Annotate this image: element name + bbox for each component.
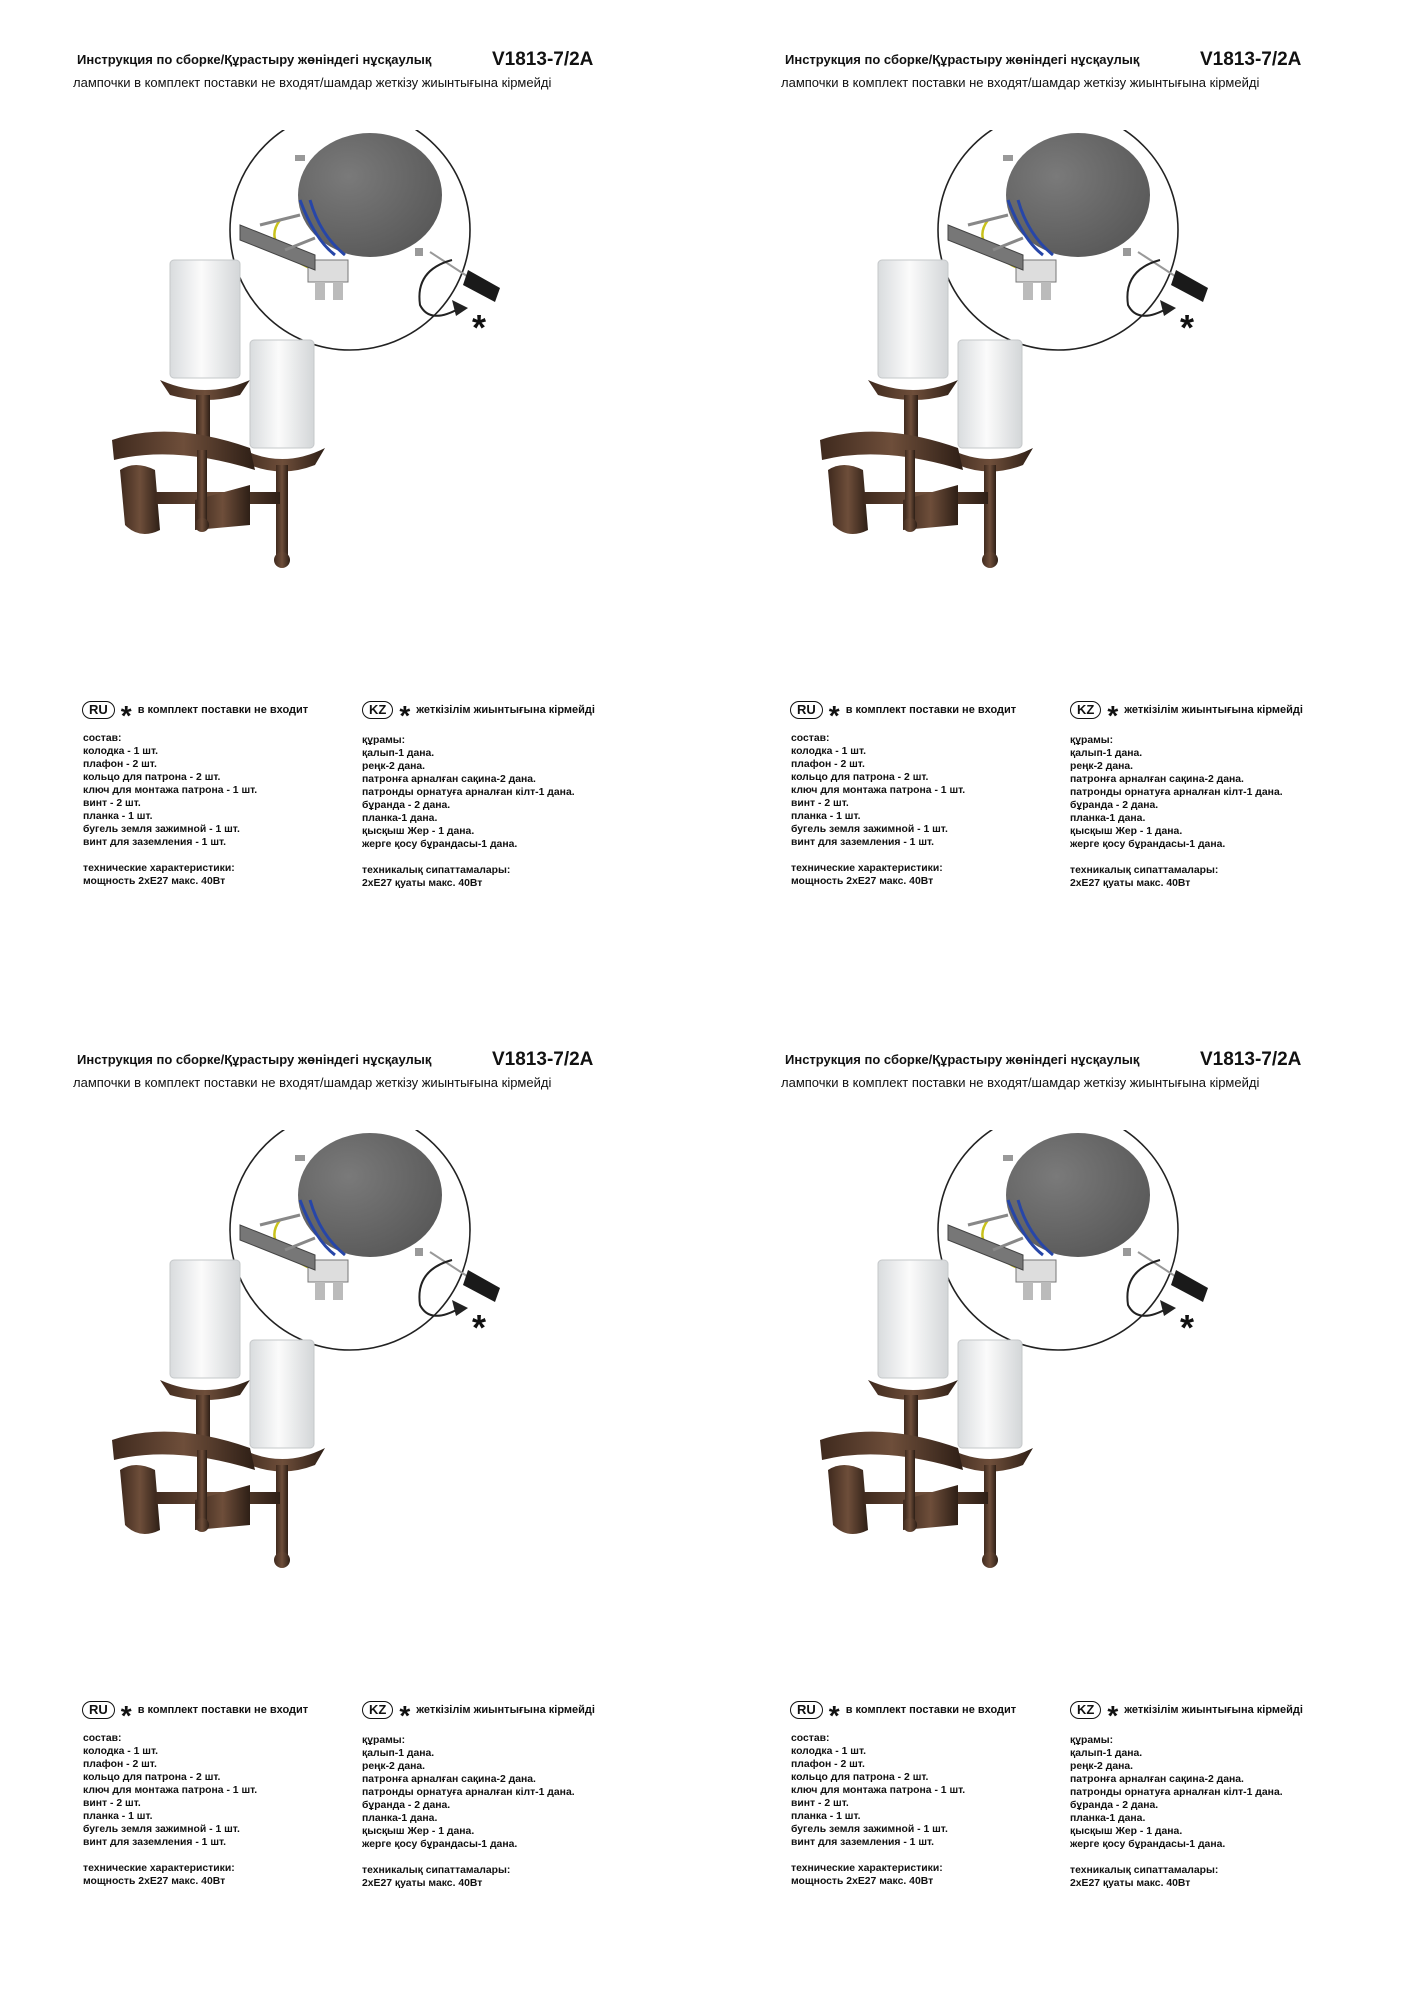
svg-text:*: * [1180, 307, 1195, 348]
asterisk-icon: * [399, 700, 411, 731]
legend-kz [1070, 700, 1303, 731]
list-item: қалып-1 дана. [362, 748, 435, 759]
kz-contents [362, 1734, 662, 1890]
kz-note: жеткізілім жиынтығына кірмейді [1124, 1704, 1303, 1716]
legend-ru [790, 700, 1017, 731]
svg-text:*: * [472, 307, 487, 348]
page-subtitle: лампочки в комплект поставки не входят/шамдар жеткізу жиынтығына кірмейді [781, 1075, 1260, 1090]
list-item: плафон - 2 шт. [791, 1759, 865, 1770]
list-item: патронға арналған сақина-2 дана. [1070, 774, 1244, 785]
list-item: винт для заземления - 1 шт. [791, 1837, 935, 1848]
instruction-card [0, 0, 707, 1000]
ru-badge: RU [790, 701, 823, 719]
model-number: V1813-7/2A [492, 1049, 594, 1070]
list-item: планка - 1 шт. [791, 811, 861, 822]
list-item: реңк-2 дана. [362, 761, 426, 772]
list-item: планка-1 дана. [1070, 1813, 1146, 1824]
ru-badge: RU [82, 1701, 115, 1719]
sconce-illustration [808, 1130, 1368, 1590]
list-item: винт для заземления - 1 шт. [791, 837, 935, 848]
list-item: ключ для монтажа патрона - 1 шт. [791, 785, 966, 796]
legend-ru [82, 700, 309, 731]
ru-tech-value: мощность 2хЕ27 макс. 40Вт [83, 1876, 226, 1887]
ru-contents [791, 1732, 1061, 1888]
list-item: колодка - 1 шт. [791, 1746, 867, 1757]
ru-note: в комплект поставки не входит [845, 1704, 1017, 1716]
list-item: планка-1 дана. [1070, 813, 1146, 824]
list-item: жерге қосу бұрандасы-1 дана. [1070, 839, 1226, 850]
model-number: V1813-7/2A [1200, 49, 1302, 70]
ru-contents [791, 732, 1061, 888]
list-item: плафон - 2 шт. [791, 759, 865, 770]
list-item: жерге қосу бұрандасы-1 дана. [362, 1839, 518, 1850]
list-item: бугель земля зажимной - 1 шт. [83, 824, 240, 835]
kz-tech-value: 2хЕ27 қуаты макс. 40Вт [362, 1878, 483, 1889]
page-subtitle: лампочки в комплект поставки не входят/шамдар жеткізу жиынтығына кірмейді [73, 75, 552, 90]
instruction-card [708, 0, 1415, 1000]
page-title: Инструкция по сборке/Құрастыру жөніндегі нұсқаулық [785, 52, 1140, 67]
list-item: ключ для монтажа патрона - 1 шт. [83, 785, 258, 796]
kz-note: жеткізілім жиынтығына кірмейді [1124, 704, 1303, 716]
list-item: патронды орнатуға арналған кілт-1 дана. [1070, 787, 1283, 798]
list-item: винт - 2 шт. [791, 798, 849, 809]
kz-heading: құрамы: [362, 735, 406, 746]
list-item: планка-1 дана. [362, 1813, 438, 1824]
list-item: жерге қосу бұрандасы-1 дана. [362, 839, 518, 850]
list-item: қалып-1 дана. [1070, 748, 1143, 759]
asterisk-icon: * [828, 1700, 840, 1731]
page-title: Инструкция по сборке/Құрастыру жөніндегі нұсқаулық [77, 1052, 432, 1067]
svg-text:*: * [1180, 1307, 1195, 1348]
ru-contents [83, 732, 353, 888]
kz-contents [362, 734, 662, 890]
ru-heading: состав: [791, 733, 830, 744]
list-item: плафон - 2 шт. [83, 1759, 157, 1770]
list-item: кольцо для патрона - 2 шт. [791, 1772, 929, 1783]
list-item: бугель земля зажимной - 1 шт. [83, 1824, 240, 1835]
ru-note: в комплект поставки не входит [137, 1704, 309, 1716]
list-item: винт - 2 шт. [791, 1798, 849, 1809]
kz-tech-heading: техникалық сипаттамалары: [1070, 1865, 1219, 1876]
kz-heading: құрамы: [362, 1735, 406, 1746]
legend-kz [362, 1700, 595, 1731]
kz-badge: KZ [1070, 1701, 1101, 1719]
page-subtitle: лампочки в комплект поставки не входят/шамдар жеткізу жиынтығына кірмейді [781, 75, 1260, 90]
kz-tech-heading: техникалық сипаттамалары: [1070, 865, 1219, 876]
list-item: плафон - 2 шт. [83, 759, 157, 770]
kz-note: жеткізілім жиынтығына кірмейді [416, 1704, 595, 1716]
list-item: қысқыш Жер - 1 дана. [1070, 1826, 1183, 1837]
list-item: патронға арналған сақина-2 дана. [362, 1774, 536, 1785]
ru-tech-value: мощность 2хЕ27 макс. 40Вт [791, 876, 934, 887]
legend-kz [362, 700, 595, 731]
list-item: қысқыш Жер - 1 дана. [362, 826, 475, 837]
list-item: кольцо для патрона - 2 шт. [83, 772, 221, 783]
list-item: винт - 2 шт. [83, 798, 141, 809]
model-number: V1813-7/2A [492, 49, 594, 70]
asterisk-icon: * [828, 700, 840, 731]
ru-note: в комплект поставки не входит [137, 704, 309, 716]
list-item: патронға арналған сақина-2 дана. [1070, 1774, 1244, 1785]
ru-badge: RU [790, 1701, 823, 1719]
asterisk-icon: * [1107, 700, 1119, 731]
list-item: кольцо для патрона - 2 шт. [791, 772, 929, 783]
wiring-detail-icon [230, 130, 470, 350]
list-item: реңк-2 дана. [362, 1761, 426, 1772]
sconce-illustration [808, 130, 1368, 590]
list-item: қысқыш Жер - 1 дана. [362, 1826, 475, 1837]
list-item: планка - 1 шт. [83, 811, 153, 822]
svg-text:*: * [472, 1307, 487, 1348]
kz-tech-heading: техникалық сипаттамалары: [362, 865, 511, 876]
list-item: ключ для монтажа патрона - 1 шт. [791, 1785, 966, 1796]
wiring-detail-icon [938, 1130, 1178, 1350]
page-title: Инструкция по сборке/Құрастыру жөніндегі нұсқаулық [77, 52, 432, 67]
ru-contents [83, 1732, 353, 1888]
kz-badge: KZ [362, 701, 393, 719]
list-item: реңк-2 дана. [1070, 1761, 1134, 1772]
list-item: патронды орнатуға арналған кілт-1 дана. [362, 1787, 575, 1798]
list-item: бұранда - 2 дана. [362, 1800, 451, 1811]
kz-heading: құрамы: [1070, 735, 1114, 746]
list-item: бұранда - 2 дана. [1070, 800, 1159, 811]
list-item: кольцо для патрона - 2 шт. [83, 1772, 221, 1783]
ru-note: в комплект поставки не входит [845, 704, 1017, 716]
model-number: V1813-7/2A [1200, 1049, 1302, 1070]
list-item: қысқыш Жер - 1 дана. [1070, 826, 1183, 837]
list-item: қалып-1 дана. [1070, 1748, 1143, 1759]
list-item: винт для заземления - 1 шт. [83, 837, 227, 848]
ru-tech-value: мощность 2хЕ27 макс. 40Вт [791, 1876, 934, 1887]
ru-heading: состав: [83, 1733, 122, 1744]
legend-ru [82, 1700, 309, 1731]
list-item: қалып-1 дана. [362, 1748, 435, 1759]
list-item: бугель земля зажимной - 1 шт. [791, 824, 948, 835]
ru-badge: RU [82, 701, 115, 719]
ru-tech-heading: технические характеристики: [791, 863, 943, 874]
kz-contents [1070, 1734, 1370, 1890]
ru-tech-heading: технические характеристики: [83, 863, 235, 874]
ru-heading: состав: [83, 733, 122, 744]
instruction-card [708, 1000, 1415, 2000]
kz-tech-value: 2хЕ27 қуаты макс. 40Вт [362, 878, 483, 889]
list-item: колодка - 1 шт. [83, 746, 159, 757]
kz-tech-value: 2хЕ27 қуаты макс. 40Вт [1070, 878, 1191, 889]
list-item: винт для заземления - 1 шт. [83, 1837, 227, 1848]
asterisk-icon: * [120, 700, 132, 731]
list-item: бұранда - 2 дана. [1070, 1800, 1159, 1811]
wiring-detail-icon [938, 130, 1178, 350]
list-item: колодка - 1 шт. [83, 1746, 159, 1757]
page-title: Инструкция по сборке/Құрастыру жөніндегі нұсқаулық [785, 1052, 1140, 1067]
instruction-card [0, 1000, 707, 2000]
list-item: бугель земля зажимной - 1 шт. [791, 1824, 948, 1835]
list-item: планка-1 дана. [362, 813, 438, 824]
ru-heading: состав: [791, 1733, 830, 1744]
asterisk-icon: * [1107, 1700, 1119, 1731]
page-subtitle: лампочки в комплект поставки не входят/шамдар жеткізу жиынтығына кірмейді [73, 1075, 552, 1090]
list-item: реңк-2 дана. [1070, 761, 1134, 772]
ru-tech-value: мощность 2хЕ27 макс. 40Вт [83, 876, 226, 887]
list-item: бұранда - 2 дана. [362, 800, 451, 811]
kz-note: жеткізілім жиынтығына кірмейді [416, 704, 595, 716]
legend-ru [790, 1700, 1017, 1731]
legend-kz [1070, 1700, 1303, 1731]
asterisk-icon: * [399, 1700, 411, 1731]
list-item: жерге қосу бұрандасы-1 дана. [1070, 1839, 1226, 1850]
list-item: планка - 1 шт. [83, 1811, 153, 1822]
kz-tech-heading: техникалық сипаттамалары: [362, 1865, 511, 1876]
list-item: колодка - 1 шт. [791, 746, 867, 757]
list-item: планка - 1 шт. [791, 1811, 861, 1822]
kz-badge: KZ [1070, 701, 1101, 719]
kz-tech-value: 2хЕ27 қуаты макс. 40Вт [1070, 1878, 1191, 1889]
sconce-illustration [100, 130, 660, 590]
kz-contents [1070, 734, 1370, 890]
kz-heading: құрамы: [1070, 1735, 1114, 1746]
asterisk-icon: * [120, 1700, 132, 1731]
list-item: ключ для монтажа патрона - 1 шт. [83, 1785, 258, 1796]
ru-tech-heading: технические характеристики: [83, 1863, 235, 1874]
list-item: патронды орнатуға арналған кілт-1 дана. [1070, 1787, 1283, 1798]
sconce-illustration [100, 1130, 660, 1590]
list-item: патронға арналған сақина-2 дана. [362, 774, 536, 785]
kz-badge: KZ [362, 1701, 393, 1719]
list-item: патронды орнатуға арналған кілт-1 дана. [362, 787, 575, 798]
ru-tech-heading: технические характеристики: [791, 1863, 943, 1874]
list-item: винт - 2 шт. [83, 1798, 141, 1809]
wiring-detail-icon [230, 1130, 470, 1350]
